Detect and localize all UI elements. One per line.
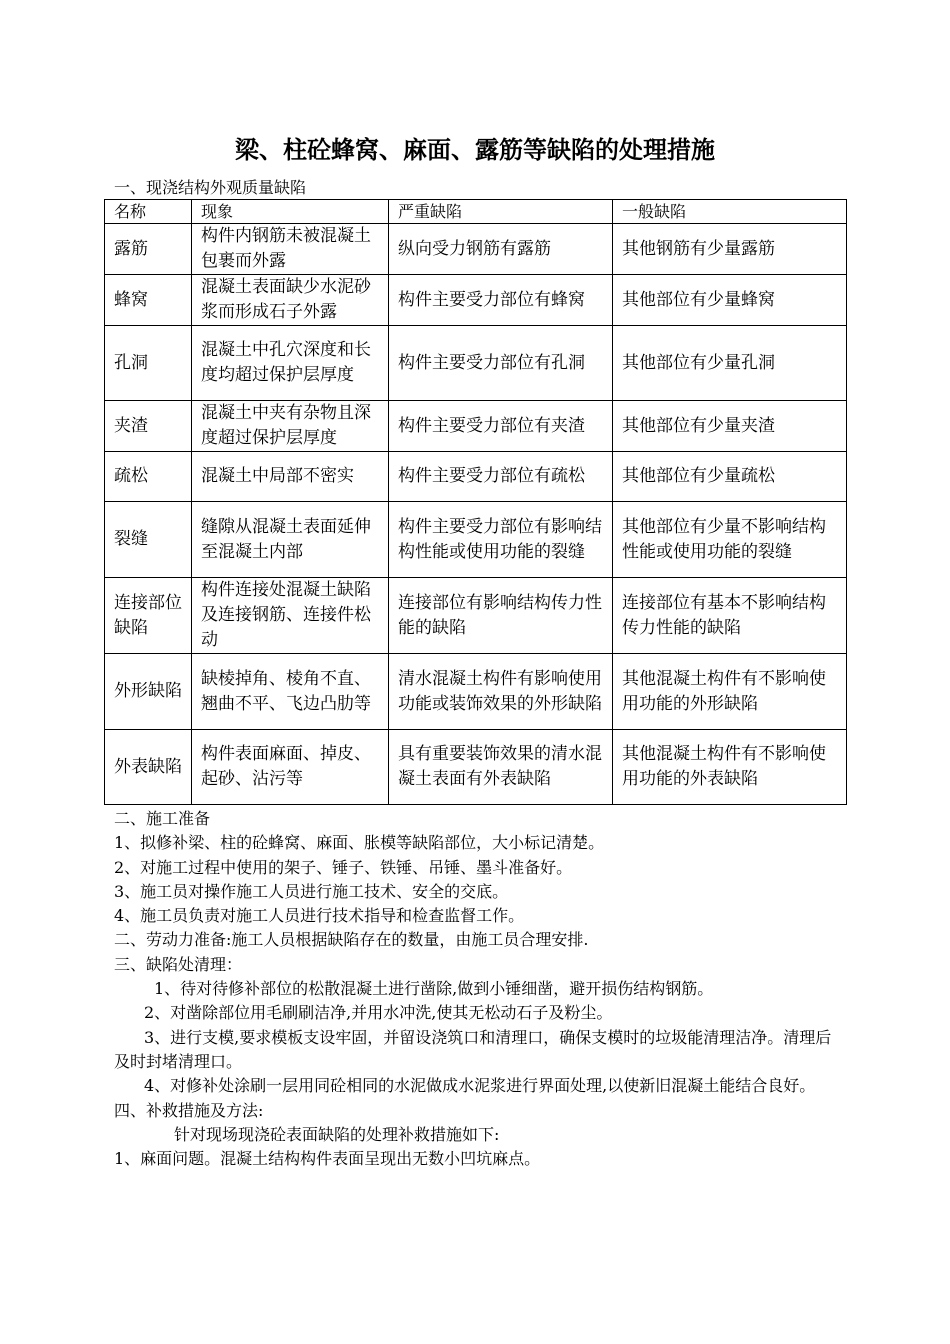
table-cell: 混凝土中局部不密实	[192, 452, 389, 502]
table-cell: 构件主要受力部位有孔洞	[389, 326, 613, 401]
table-cell: 其他部位有少量孔洞	[613, 326, 847, 401]
table-header-cell: 严重缺陷	[389, 200, 613, 224]
table-cell: 连接部位缺陷	[105, 578, 192, 654]
list-item: 4、施工员负责对施工人员进行技术指导和检查监督工作。	[114, 906, 525, 926]
table-cell: 疏松	[105, 452, 192, 502]
table-cell: 纵向受力钢筋有露筋	[389, 224, 613, 275]
document-title: 梁、柱砼蜂窝、麻面、露筋等缺陷的处理措施	[235, 136, 715, 164]
list-item: 1、拟修补梁、柱的砼蜂窝、麻面、胀模等缺陷部位，大小标记清楚。	[114, 833, 605, 853]
table-cell: 混凝土中孔穴深度和长度均超过保护层厚度	[192, 326, 389, 401]
table-cell: 其他混凝土构件有不影响使用功能的外表缺陷	[613, 730, 847, 805]
section4-heading: 四、补救措施及方法:	[114, 1100, 264, 1120]
table-row	[105, 401, 847, 452]
table-cell: 连接部位有基本不影响结构传力性能的缺陷	[613, 578, 847, 654]
table-cell: 清水混凝土构件有影响使用功能或装饰效果的外形缺陷	[389, 654, 613, 730]
table-row	[105, 224, 847, 275]
defects-table	[104, 199, 847, 805]
list-item: 2、对凿除部位用毛刷刷洁净,并用水冲洗,使其无松动石子及粉尘。	[144, 1003, 613, 1023]
table-cell: 其他钢筋有少量露筋	[613, 224, 847, 275]
list-item: 2、对施工过程中使用的架子、锤子、铁锤、吊锤、墨斗准备好。	[114, 857, 573, 877]
table-cell: 外表缺陷	[105, 730, 192, 805]
table-cell: 裂缝	[105, 502, 192, 578]
table-cell: 连接部位有影响结构传力性能的缺陷	[389, 578, 613, 654]
list-item: 3、施工员对操作施工人员进行施工技术、安全的交底。	[114, 881, 509, 901]
table-cell: 外形缺陷	[105, 654, 192, 730]
table-cell: 具有重要装饰效果的清水混凝土表面有外表缺陷	[389, 730, 613, 805]
table-cell: 其他部位有少量不影响结构性能或使用功能的裂缝	[613, 502, 847, 578]
table-cell: 构件内钢筋未被混凝土包裹而外露	[192, 224, 389, 275]
table-cell: 构件连接处混凝土缺陷及连接钢筋、连接件松动	[192, 578, 389, 654]
table-header-row	[105, 200, 847, 224]
section1-heading: 一、现浇结构外观质量缺陷	[114, 178, 307, 197]
table-row	[105, 502, 847, 578]
section3-heading: 三、缺陷处清理：	[114, 954, 243, 974]
table-cell: 其他部位有少量夹渣	[613, 401, 847, 452]
table-cell: 其他部位有少量疏松	[613, 452, 847, 502]
table-header-cell: 名称	[105, 200, 192, 224]
table-row	[105, 578, 847, 654]
document-body	[114, 807, 844, 1171]
table-row	[105, 326, 847, 401]
table-cell: 缺棱掉角、棱角不直、翘曲不平、飞边凸肋等	[192, 654, 389, 730]
table-cell: 混凝土表面缺少水泥砂浆而形成石子外露	[192, 275, 389, 326]
table-cell: 构件主要受力部位有蜂窝	[389, 275, 613, 326]
table-row	[105, 452, 847, 502]
list-item: 1、待对待修补部位的松散混凝土进行凿除,做到小锤细凿，避开损伤结构钢筋。	[154, 979, 714, 999]
table-row	[105, 654, 847, 730]
table-cell: 夹渣	[105, 401, 192, 452]
table-cell: 构件表面麻面、掉皮、起砂、沾污等	[192, 730, 389, 805]
list-item: 4、对修补处涂刷一层用同砼相同的水泥做成水泥浆进行界面处理,以使新旧混凝土能结合良好。	[144, 1076, 816, 1096]
table-cell: 其他部位有少量蜂窝	[613, 275, 847, 326]
table-row	[105, 730, 847, 805]
section4-intro: 针对现场现浇砼表面缺陷的处理补救措施如下:	[174, 1124, 500, 1144]
table-header-cell: 现象	[192, 200, 389, 224]
table-cell: 混凝土中夹有杂物且深度超过保护层厚度	[192, 401, 389, 452]
section2-heading: 二、施工准备	[114, 809, 211, 828]
table-cell: 孔洞	[105, 326, 192, 401]
list-item: 3、进行支模,要求模板支设牢固，并留设浇筑口和清理口，确保支模时的垃圾能清理洁净。清理后及时封堵清理口。	[114, 1027, 832, 1071]
table-cell: 其他混凝土构件有不影响使用功能的外形缺陷	[613, 654, 847, 730]
table-cell: 缝隙从混凝土表面延伸至混凝土内部	[192, 502, 389, 578]
table-header-cell: 一般缺陷	[613, 200, 847, 224]
table-cell: 蜂窝	[105, 275, 192, 326]
table-cell: 露筋	[105, 224, 192, 275]
table-row	[105, 275, 847, 326]
labor-paragraph: 二、劳动力准备:施工人员根据缺陷存在的数量，由施工员合理安排.	[114, 930, 589, 950]
table-cell: 构件主要受力部位有疏松	[389, 452, 613, 502]
table-cell: 构件主要受力部位有影响结构性能或使用功能的裂缝	[389, 502, 613, 578]
table-cell: 构件主要受力部位有夹渣	[389, 401, 613, 452]
list-item: 1、麻面问题。混凝土结构构件表面呈现出无数小凹坑麻点。	[114, 1149, 541, 1169]
